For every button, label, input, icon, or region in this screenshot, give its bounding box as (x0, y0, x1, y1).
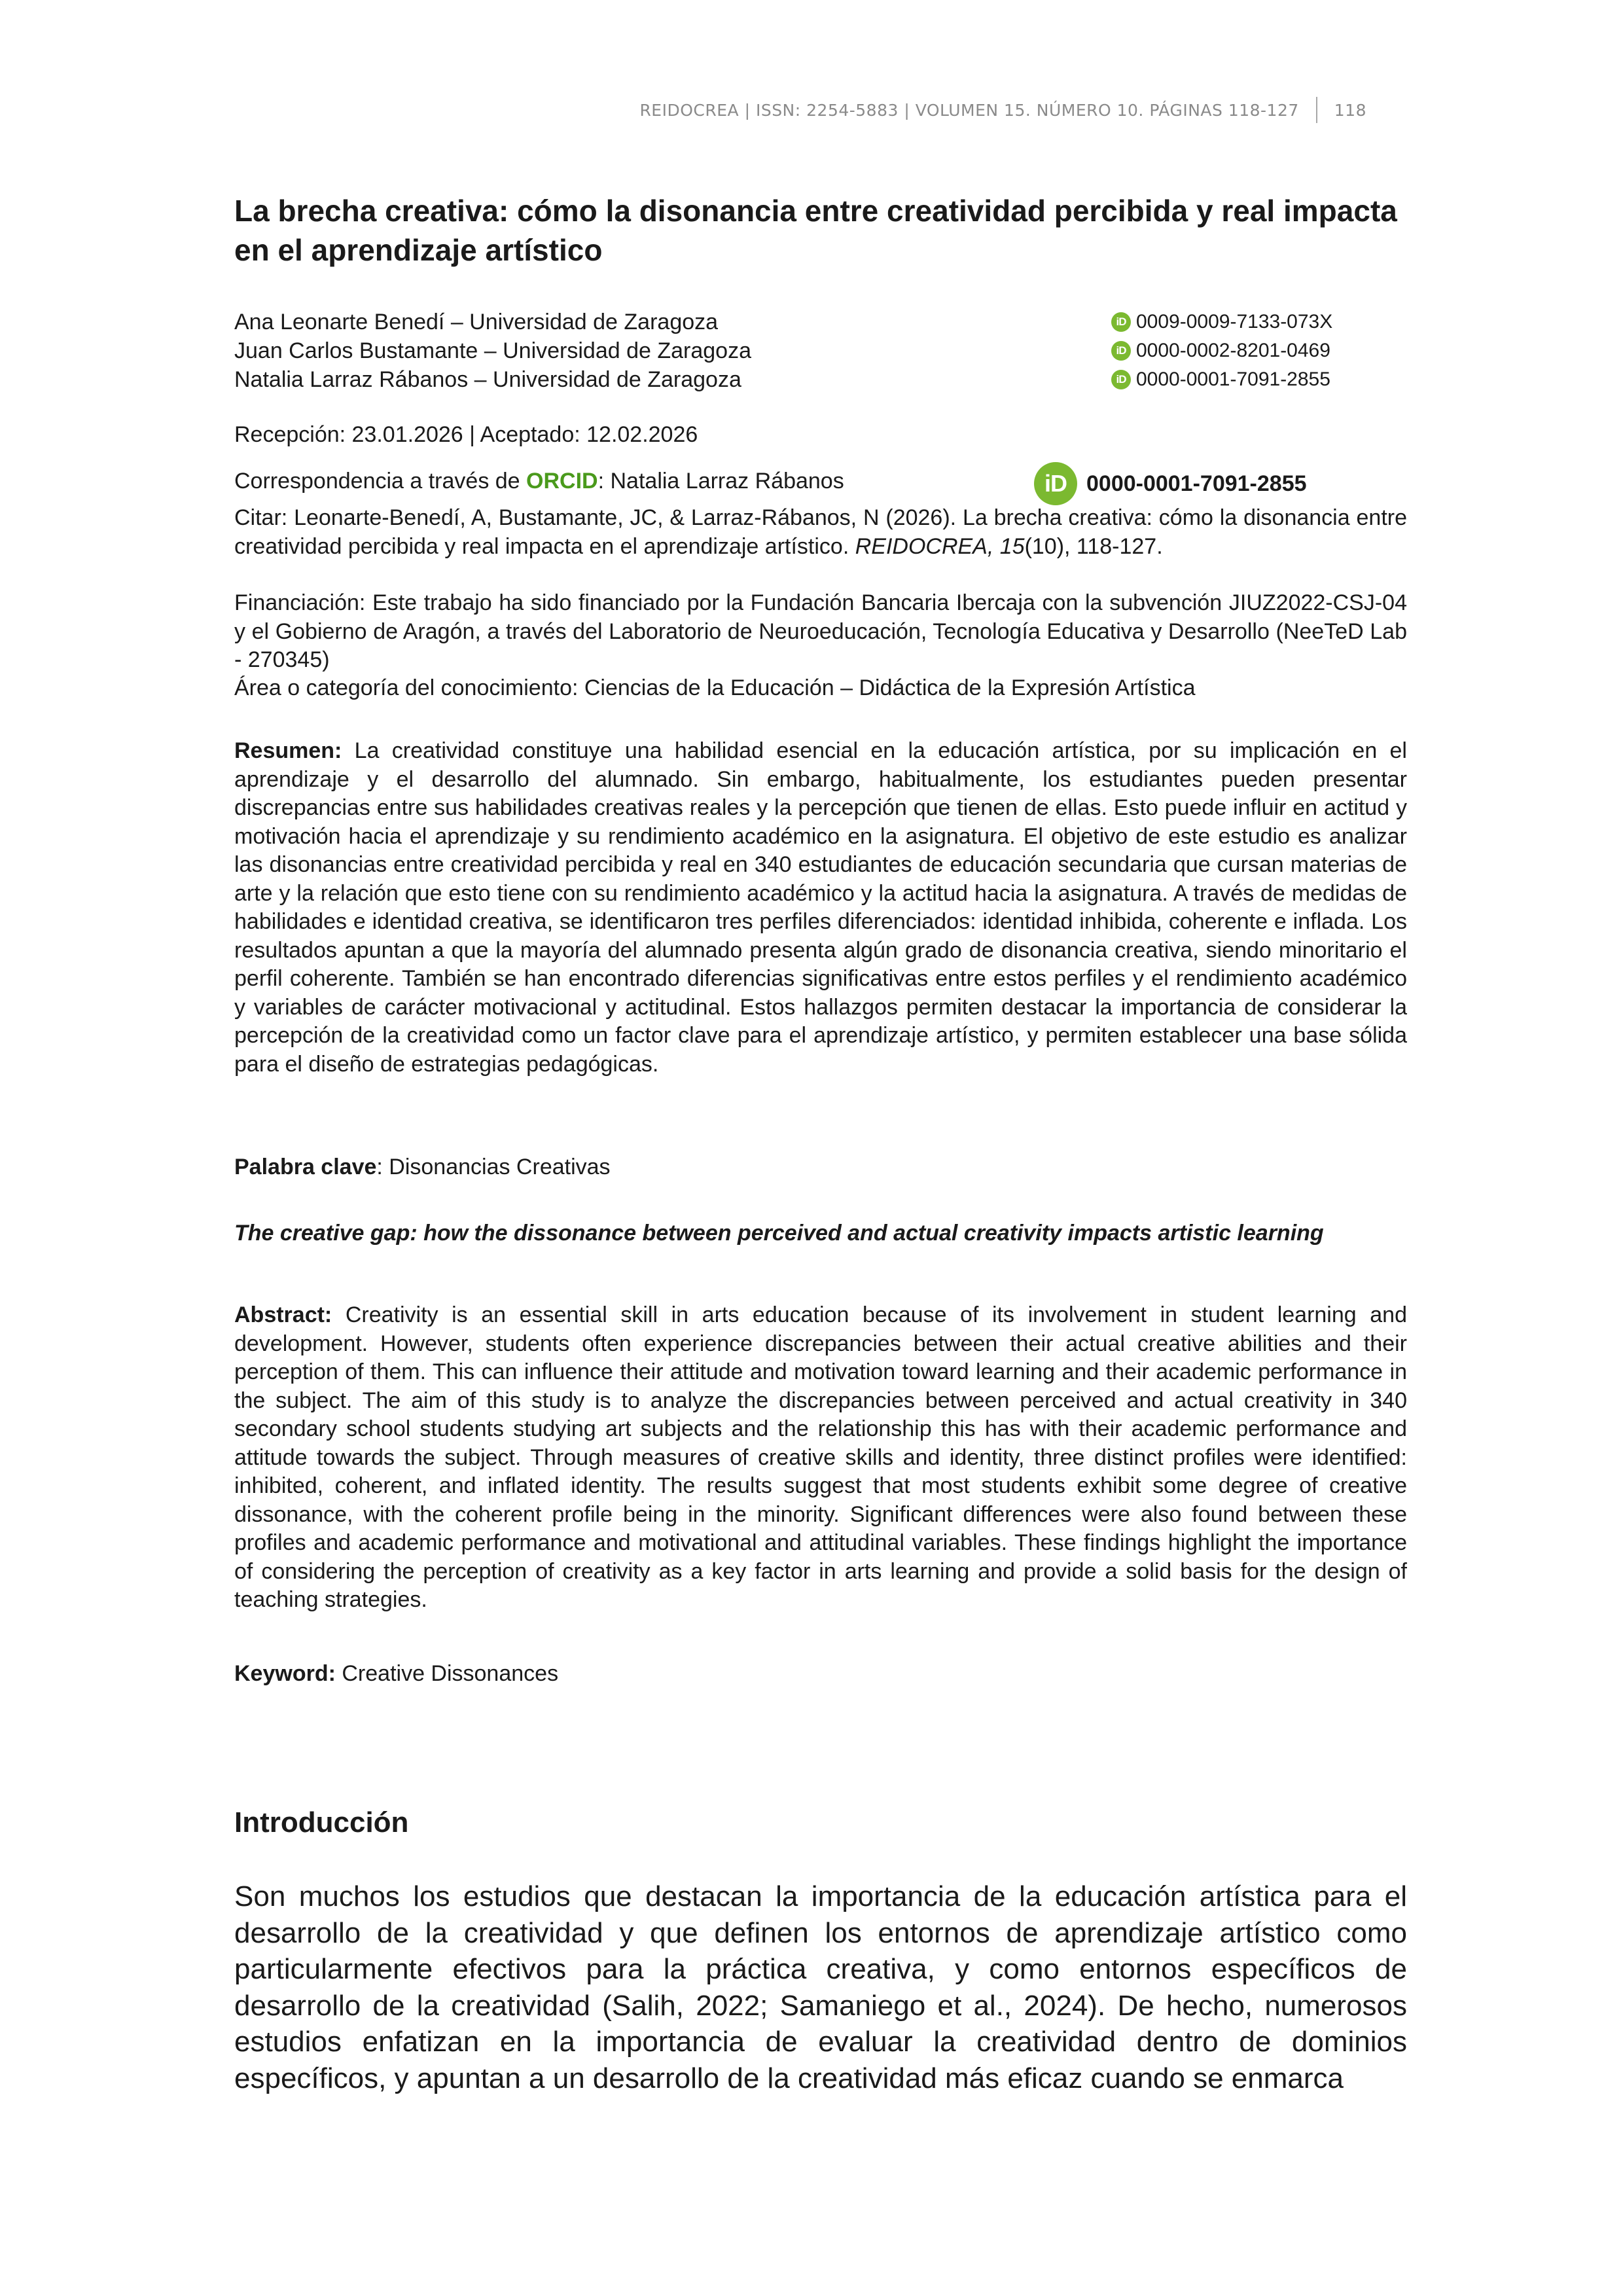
article-title: La brecha creativa: cómo la disonancia entre creatividad percibida y real impacta en el aprendizaje artístico (234, 194, 1397, 267)
resumen (234, 737, 1407, 1079)
resumen-label: Resumen: (234, 738, 342, 763)
citation-journal: REIDOCREA, 15 (855, 533, 1025, 559)
orcid-icon: iD (1111, 341, 1131, 361)
orcid-icon: iD (1034, 462, 1077, 505)
orcid-icon: iD (1111, 312, 1131, 332)
palabra-clave (234, 1153, 1407, 1182)
author-name: Ana Leonarte Benedí – Universidad de Zaragoza (234, 310, 719, 334)
reception-dates: Recepción: 23.01.2026 | Aceptado: 12.02.2026 (234, 422, 698, 447)
orcid-link[interactable]: ORCID (526, 469, 598, 493)
english-title: The creative gap: how the dissonance between perceived and actual creativity impacts artistic learning (234, 1221, 1324, 1246)
correspondence-text (234, 469, 844, 494)
author-orcid-link[interactable] (1111, 308, 1332, 336)
abstract-label: Abstract: (234, 1302, 332, 1327)
header-divider (1316, 97, 1317, 123)
author-name: Juan Carlos Bustamante – Universidad de Zaragoza (234, 338, 751, 363)
orcid-icon: iD (1111, 370, 1131, 389)
orcid-id: 0000-0002-8201-0469 (1136, 340, 1330, 361)
intro-paragraph: Son muchos los estudios que destacan la importancia de la educación artística para el desarrollo de la creatividad y que definen los entornos de aprendizaje artístico como particularmente efectivos para la práctica creativa, y como entornos específicos de desarrollo de la creatividad (Salih, 2022; Samaniego et al., 2024). De hecho, numerosos estudios enfatizan en la importancia de evaluar la creatividad dentro de dominios específicos, y apuntan a un desarrollo de la creatividad más eficaz cuando se enmarca (234, 1880, 1407, 2094)
citation (234, 504, 1407, 561)
citation-text: Citar: Leonarte-Benedí, A, Bustamante, JC, & Larraz-Rábanos, N (2026). La brecha creativa: cómo la disonancia entre creatividad percibida y real impacta en el aprendizaje artístico. (234, 505, 1407, 559)
citation-pages: (10), 118-127. (1024, 533, 1163, 559)
correspondence-prefix: Correspondencia a través de (234, 469, 527, 493)
running-header (589, 97, 1366, 123)
palabra-clave-text: : Disonancias Creativas (376, 1155, 611, 1179)
journal-info: REIDOCREA | ISSN: 2254-5883 | VOLUMEN 15. NÚMERO 10. PÁGINAS 118-127 (639, 100, 1299, 120)
page-number: 118 (1334, 100, 1366, 120)
keyword-text: Creative Dissonances (335, 1661, 559, 1686)
knowledge-area: Área o categoría del conocimiento: Ciencias de la Educación – Didáctica de la Expresión Artística (234, 675, 1196, 700)
author-orcid-link[interactable] (1111, 336, 1330, 365)
correspondence-orcid-link[interactable] (1034, 462, 1307, 505)
abstract (234, 1301, 1407, 1615)
keyword (234, 1660, 1407, 1689)
abstract-text: Creativity is an essential skill in arts education because of its involvement in student learning and development. However, students often experience discrepancies between their actual creative abilities and their perception of them. This can influence their attitude and motivation toward learning and their academic performance in the subject. The aim of this study is to analyze the discrepancies between perceived and actual creativity in 340 secondary school students studying art subjects and the relationship this has with their academic performance and attitude towards the subject. Through measures of creative skills and identity, three distinct profiles were identified: inhibited, coherent, and inflated identity. The results suggest that most students exhibit some degree of creative dissonance, with the coherent profile being in the minority. Significant differences were also found between these profiles and academic performance and motivational and attitudinal variables. These findings highlight the importance of considering the perception of creativity as a key factor in arts learning and provide a solid basis for the design of teaching strategies. (234, 1302, 1407, 1612)
correspondence-suffix: : Natalia Larraz Rábanos (597, 469, 844, 493)
author-row (234, 308, 1412, 336)
funding: Financiación: Este trabajo ha sido financiado por la Fundación Bancaria Ibercaja con la subvención JIUZ2022-CSJ-04 y el Gobierno de Aragón, a través del Laboratorio de Neuroeducación, Tecnología Educativa y Desarrollo (NeeTeD Lab - 270345) (234, 590, 1407, 672)
keyword-label: Keyword: (234, 1661, 336, 1686)
author-row (234, 365, 1412, 394)
palabra-clave-label: Palabra clave (234, 1155, 377, 1179)
correspondence (234, 462, 1407, 505)
resumen-text: La creatividad constituye una habilidad esencial en la educación artística, por su implicación en el aprendizaje y el desarrollo del alumnado. Sin embargo, habitualmente, los estudiantes pueden presentar discrepancias entre sus habilidades creativas reales y la percepción que tienen de ellas. Esto puede influir en actitud y motivación hacia el aprendizaje y su rendimiento académico en la asignatura. El objetivo de este estudio es analizar las disonancias entre creatividad percibida y real en 340 estudiantes de educación secundaria que cursan materias de arte y la relación que esto tiene con su rendimiento académico y la actitud hacia la asignatura. A través de medidas de habilidades e identidad creativa, se identificaron tres perfiles diferenciados: identidad inhibida, coherente e inflada. Los resultados apuntan a que la mayoría del alumnado presenta algún grado de disonancia creativa, siendo minoritario el perfil coherente. También se han encontrado diferencias significativas entre estos perfiles y el rendimiento académico y variables de carácter motivacional y actitudinal. Estos hallazgos permiten destacar la importancia de considerar la percepción de la creatividad como un factor clave para el aprendizaje artístico, y permiten establecer una base sólida para el diseño de estrategias pedagógicas. (234, 738, 1407, 1077)
author-orcid-link[interactable] (1111, 365, 1330, 394)
author-name: Natalia Larraz Rábanos – Universidad de Zaragoza (234, 367, 741, 392)
author-row (234, 336, 1412, 365)
correspondence-orcid-id: 0000-0001-7091-2855 (1086, 471, 1307, 496)
author-list (234, 308, 1412, 394)
section-heading: Introducción (234, 1806, 409, 1839)
orcid-id: 0000-0001-7091-2855 (1136, 368, 1330, 390)
orcid-id: 0009-0009-7133-073X (1136, 311, 1333, 332)
